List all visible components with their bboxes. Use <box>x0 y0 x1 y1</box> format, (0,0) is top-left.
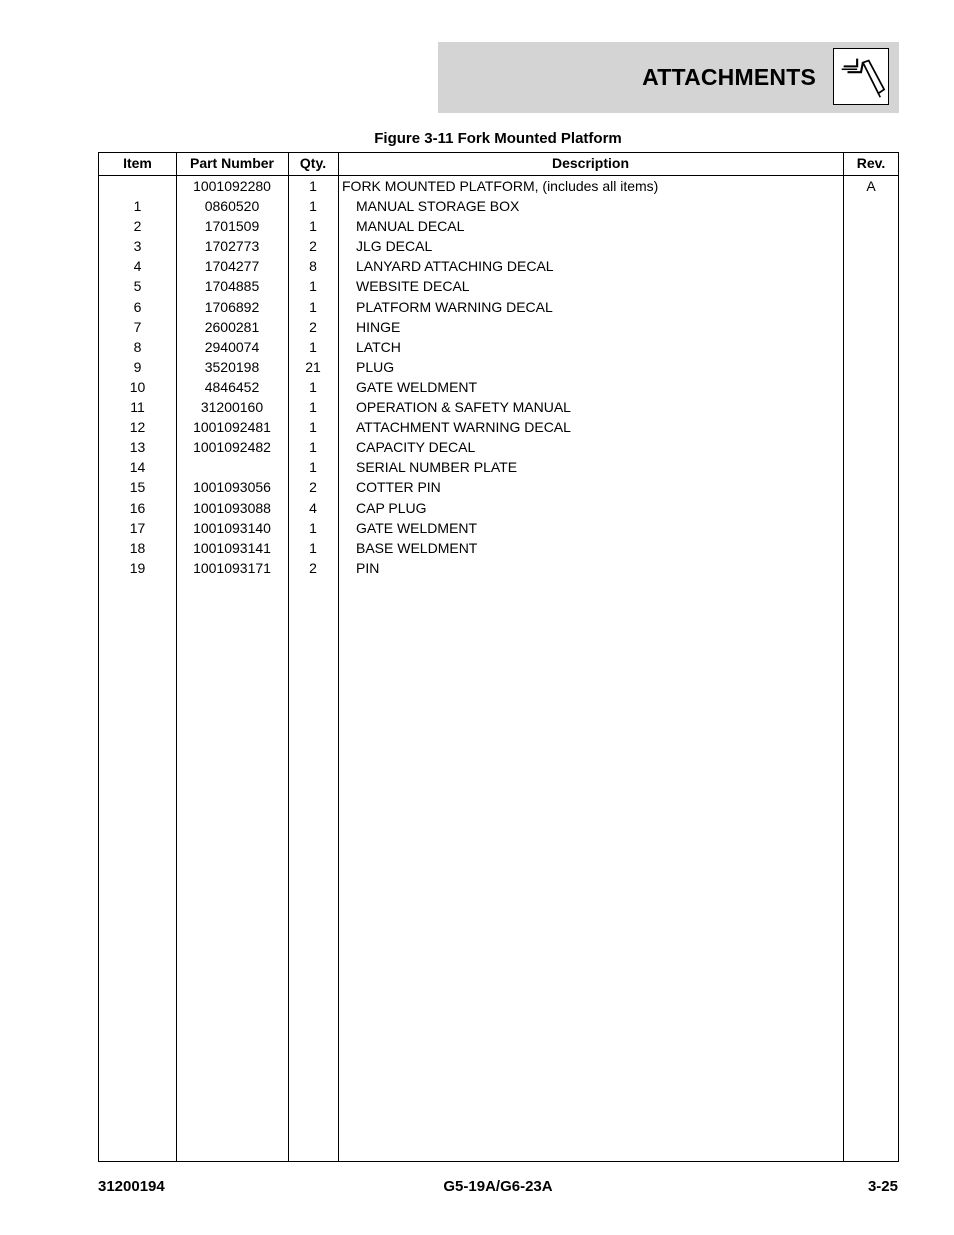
cell-item: 3 <box>133 238 142 255</box>
cell-rev <box>843 477 899 497</box>
cell-item: 14 <box>129 459 146 476</box>
cell-description: CAP PLUG <box>356 499 427 516</box>
cell-qty: 1 <box>309 399 317 416</box>
cell-part-number: 1001093088 <box>193 499 271 516</box>
section-title: ATTACHMENTS <box>642 64 816 90</box>
figure-title: Figure 3-11 Fork Mounted Platform <box>374 130 622 147</box>
table-row <box>99 196 898 216</box>
cell-qty: 2 <box>309 479 317 496</box>
table-row <box>99 276 898 296</box>
cell-part-number: 1001093141 <box>193 539 271 556</box>
cell-rev <box>843 457 899 477</box>
table-row <box>99 216 898 236</box>
cell-description: COTTER PIN <box>356 479 441 496</box>
fork-attachment-icon <box>833 48 889 105</box>
table-row <box>99 337 898 357</box>
cell-qty: 1 <box>309 459 317 476</box>
cell-description: HINGE <box>356 318 401 335</box>
cell-part-number: 1001092481 <box>193 419 271 436</box>
cell-item: 17 <box>129 519 146 536</box>
cell-rev <box>843 417 899 437</box>
cell-part-number: 1001093056 <box>193 479 271 496</box>
cell-item: 12 <box>129 419 146 436</box>
table-row <box>99 477 898 497</box>
table-row <box>99 317 898 337</box>
cell-rev <box>843 558 899 578</box>
cell-part-number: 0860520 <box>204 198 260 215</box>
cell-qty: 1 <box>309 298 317 315</box>
cell-description: OPERATION & SAFETY MANUAL <box>356 399 571 416</box>
cell-part-number: 1001092482 <box>193 439 271 456</box>
cell-description: MANUAL DECAL <box>356 218 465 235</box>
cell-qty: 21 <box>305 358 321 375</box>
cell-rev <box>843 437 899 457</box>
cell-part-number: 2940074 <box>204 338 260 355</box>
cell-part-number: 3520198 <box>204 358 260 375</box>
cell-qty: 1 <box>309 378 317 395</box>
cell-description: GATE WELDMENT <box>356 519 478 536</box>
cell-item: 4 <box>133 258 142 275</box>
cell-item: 19 <box>129 559 146 576</box>
cell-rev <box>843 397 899 417</box>
cell-description: WEBSITE DECAL <box>356 278 470 295</box>
cell-item: 11 <box>130 399 145 416</box>
table-row <box>99 518 898 538</box>
cell-rev: A <box>866 178 876 194</box>
cell-item: 2 <box>133 218 142 235</box>
table-row <box>99 357 898 377</box>
cell-description: PLUG <box>356 358 395 375</box>
cell-rev <box>843 297 899 317</box>
cell-qty: 1 <box>309 178 317 194</box>
cell-description: ATTACHMENT WARNING DECAL <box>356 419 571 436</box>
cell-part-number: 1701509 <box>204 218 260 235</box>
cell-description: MANUAL STORAGE BOX <box>356 198 520 215</box>
cell-qty: 1 <box>309 278 317 295</box>
column-header-rev: Rev. <box>856 155 886 171</box>
cell-description: LANYARD ATTACHING DECAL <box>356 258 554 275</box>
cell-item: 16 <box>129 499 146 516</box>
cell-item: 1 <box>133 198 142 215</box>
cell-item: 8 <box>133 338 142 355</box>
cell-item <box>99 176 176 196</box>
cell-qty: 4 <box>309 499 317 516</box>
table-row <box>99 297 898 317</box>
footer-model: G5-19A/G6-23A <box>443 1178 553 1195</box>
cell-item: 6 <box>133 298 142 315</box>
cell-item: 10 <box>129 378 146 395</box>
cell-rev <box>843 276 899 296</box>
cell-rev <box>843 317 899 337</box>
cell-qty: 1 <box>309 218 317 235</box>
parts-table <box>98 152 899 1162</box>
cell-rev <box>843 498 899 518</box>
column-header-qty: Qty. <box>299 155 327 171</box>
cell-qty: 1 <box>309 439 317 456</box>
cell-part-number: 2600281 <box>204 318 260 335</box>
cell-description: FORK MOUNTED PLATFORM, (includes all items) <box>342 178 659 194</box>
cell-rev <box>843 216 899 236</box>
cell-item: 18 <box>129 539 146 556</box>
cell-description: BASE WELDMENT <box>356 539 478 556</box>
cell-qty: 2 <box>309 318 317 335</box>
table-body <box>99 176 898 578</box>
cell-qty: 1 <box>309 419 317 436</box>
cell-part-number: 1001093140 <box>193 519 271 536</box>
cell-part-number: 1706892 <box>204 298 260 315</box>
cell-part-number: 1704277 <box>204 258 260 275</box>
column-header-description: Description <box>551 155 629 171</box>
section-header <box>438 42 899 113</box>
cell-item: 9 <box>133 358 142 375</box>
cell-rev <box>843 337 899 357</box>
cell-item: 15 <box>129 479 146 496</box>
cell-rev <box>843 377 899 397</box>
cell-rev <box>843 196 899 216</box>
cell-description: GATE WELDMENT <box>356 378 478 395</box>
table-row <box>99 498 898 518</box>
cell-qty: 1 <box>309 338 317 355</box>
cell-qty: 1 <box>309 198 317 215</box>
cell-part-number: 1704885 <box>204 278 260 295</box>
cell-part-number: 1702773 <box>204 238 260 255</box>
cell-rev <box>843 538 899 558</box>
cell-part-number: 1001093171 <box>193 559 271 576</box>
cell-part-number: 4846452 <box>204 378 260 395</box>
table-row <box>99 256 898 276</box>
cell-qty: 1 <box>309 539 317 556</box>
footer-page-number: 3-25 <box>867 1178 898 1195</box>
footer-doc-number: 31200194 <box>98 1178 165 1195</box>
cell-qty: 2 <box>309 559 317 576</box>
cell-description: PIN <box>356 559 380 576</box>
cell-rev <box>843 357 899 377</box>
cell-part-number: 1001092280 <box>193 178 271 194</box>
cell-rev <box>843 518 899 538</box>
cell-description: SERIAL NUMBER PLATE <box>356 459 518 476</box>
cell-qty: 2 <box>309 238 317 255</box>
cell-description: LATCH <box>356 338 401 355</box>
table-row <box>99 457 898 477</box>
table-row <box>99 437 898 457</box>
table-row <box>99 176 898 196</box>
table-row <box>99 377 898 397</box>
cell-qty: 8 <box>309 258 317 275</box>
table-row <box>99 417 898 437</box>
cell-rev <box>843 256 899 276</box>
table-row <box>99 558 898 578</box>
cell-part-number: 31200160 <box>200 399 264 416</box>
cell-qty: 1 <box>309 519 317 536</box>
cell-item: 7 <box>133 318 142 335</box>
column-header-item: Item <box>123 155 152 171</box>
cell-rev <box>843 236 899 256</box>
cell-part-number <box>176 457 288 477</box>
table-row <box>99 538 898 558</box>
cell-description: PLATFORM WARNING DECAL <box>356 298 553 315</box>
column-header-part-number: Part Number <box>189 155 275 171</box>
cell-item: 13 <box>129 439 146 456</box>
table-row <box>99 397 898 417</box>
cell-item: 5 <box>133 278 142 295</box>
cell-description: CAPACITY DECAL <box>356 439 476 456</box>
cell-description: JLG DECAL <box>356 238 433 255</box>
table-row <box>99 236 898 256</box>
